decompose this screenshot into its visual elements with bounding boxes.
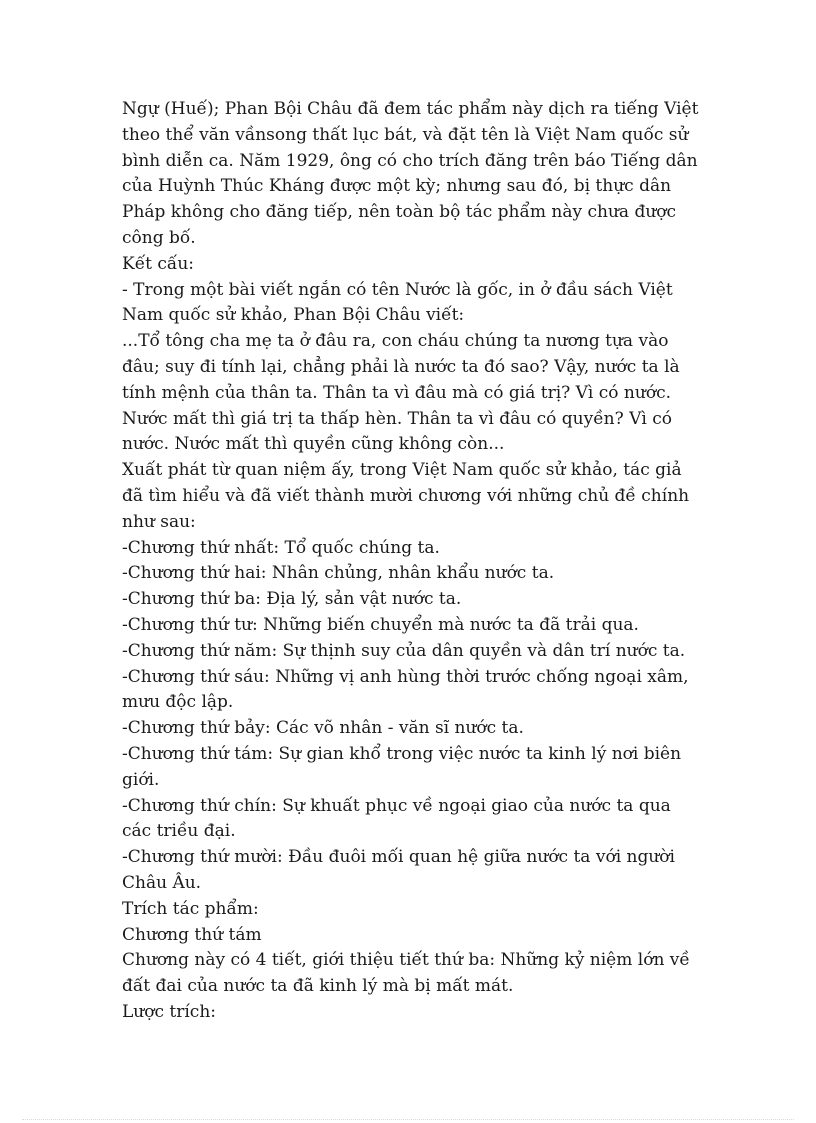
text-line: công bố. [122, 227, 196, 248]
chapter-item: Châu Âu. [122, 872, 202, 893]
chapter-item: -Chương thứ ba: Địa lý, sản vật nước ta. [122, 589, 462, 610]
chapter-item: -Chương thứ bảy: Các võ nhân - văn sĩ nước ta. [122, 718, 524, 739]
section-heading: Trích tác phẩm: [122, 898, 259, 919]
text-line: - Trong một bài viết ngắn có tên Nước là gốc, in ở đầu sách Việt [122, 279, 673, 300]
text-line: như sau: [122, 511, 196, 532]
text-line: Xuất phát từ quan niệm ấy, trong Việt Nam quốc sử khảo, tác giả [122, 460, 682, 481]
quote-line: nước. Nước mất thì quyền cũng không còn... [122, 434, 505, 455]
text-line: của Huỳnh Thúc Kháng được một kỳ; nhưng sau đó, bị thực dân [122, 176, 672, 197]
text-line: bình diễn ca. Năm 1929, ông có cho trích đăng trên báo Tiếng dân [122, 150, 698, 171]
chapter-item: -Chương thứ mười: Đầu đuôi mối quan hệ giữa nước ta với người [122, 847, 675, 868]
text-line: Ngự (Huế); Phan Bội Châu đã đem tác phẩm này dịch ra tiếng Việt [122, 99, 699, 119]
text-line: đã tìm hiểu và đã viết thành mười chương với những chủ đề chính [122, 485, 690, 506]
chapter-item: -Chương thứ sáu: Những vị anh hùng thời trước chống ngoại xâm, [122, 666, 689, 687]
text-line: Chương này có 4 tiết, giới thiệu tiết thứ ba: Những kỷ niệm lớn về [122, 950, 690, 971]
section-heading: Chương thứ tám [122, 924, 262, 945]
chapter-item: -Chương thứ năm: Sự thịnh suy của dân quyền và dân trí nước ta. [122, 640, 686, 661]
chapter-item: giới. [122, 769, 160, 790]
body-text [122, 97, 722, 1026]
section-heading: Lược trích: [122, 1001, 216, 1022]
quote-line: tính mệnh của thân ta. Thân ta vì đâu mà có giá trị? Vì có nước. [122, 382, 671, 403]
chapter-item: mưu độc lập. [122, 692, 234, 713]
quote-line: Nước mất thì giá trị ta thấp hèn. Thân ta vì đâu có quyền? Vì có [122, 408, 673, 429]
quote-line: đâu; suy đi tính lại, chẳng phải là nước ta đó sao? Vậy, nước ta là [122, 356, 680, 377]
chapter-item: -Chương thứ hai: Nhân chủng, nhân khẩu nước ta. [122, 563, 555, 584]
page-bottom-divider [22, 1119, 794, 1120]
chapter-item: -Chương thứ chín: Sự khuất phục về ngoại giao của nước ta qua [122, 795, 671, 816]
chapter-item: -Chương thứ tám: Sự gian khổ trong việc nước ta kinh lý nơi biên [122, 743, 682, 764]
chapter-item: -Chương thứ nhất: Tổ quốc chúng ta. [122, 537, 440, 558]
quote-line: ...Tổ tông cha mẹ ta ở đâu ra, con cháu chúng ta nương tựa vào [122, 331, 669, 352]
chapter-item: -Chương thứ tư: Những biến chuyển mà nước ta đã trải qua. [122, 614, 639, 635]
text-line: Pháp không cho đăng tiếp, nên toàn bộ tác phẩm này chưa được [122, 202, 677, 223]
text-line: đất đai của nước ta đã kinh lý mà bị mất mát. [122, 976, 514, 997]
text-line: Nam quốc sử khảo, Phan Bội Châu viết: [122, 305, 465, 326]
section-heading: Kết cấu: [122, 253, 195, 274]
chapter-item: các triều đại. [122, 821, 236, 842]
text-line: theo thể văn vầnsong thất lục bát, và đặt tên là Việt Nam quốc sử [122, 124, 689, 145]
